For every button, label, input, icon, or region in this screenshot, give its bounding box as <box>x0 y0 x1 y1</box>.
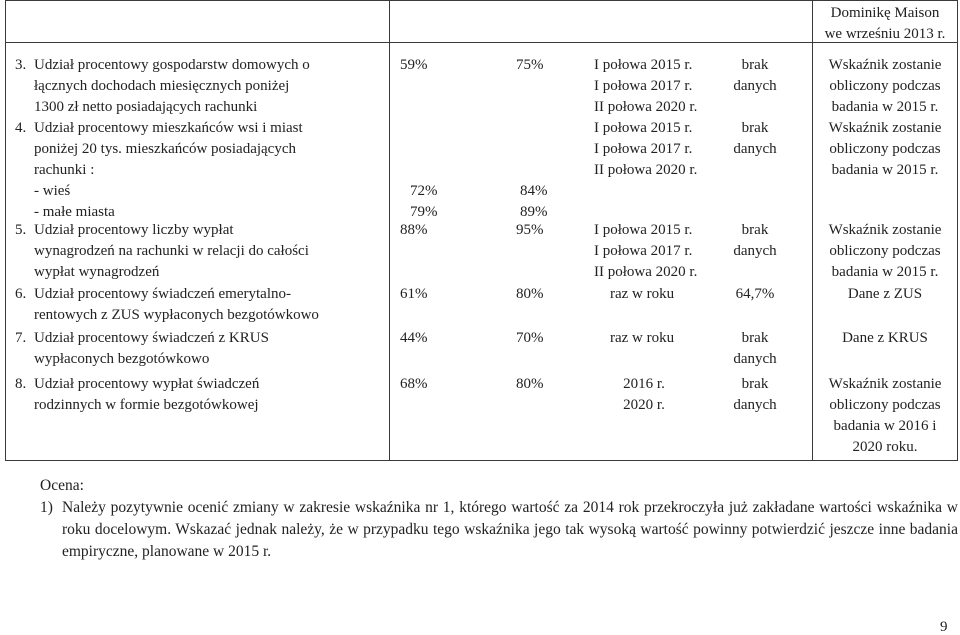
assessment-heading: Ocena: <box>40 477 84 494</box>
current-value: 64,7% <box>735 286 775 302</box>
baseline-value: 72% 79% <box>410 183 438 220</box>
target-value: 70% <box>516 330 544 346</box>
table-border-bottom <box>5 460 958 461</box>
measurement-periods: raz w roku <box>610 330 675 346</box>
baseline-value: 88% <box>400 222 428 238</box>
col-divider <box>389 0 390 461</box>
data-source: Wskaźnik zostanie obliczony podczas badania w 2015 r. <box>828 120 942 178</box>
assessment-item-label: 1) <box>40 499 53 516</box>
target-value: 80% <box>516 376 544 392</box>
measurement-periods: raz w roku <box>610 286 675 302</box>
baseline-value: 68% <box>400 376 428 392</box>
target-value: 95% <box>516 222 544 238</box>
col-divider <box>5 0 6 461</box>
assessment-item-text: Należy pozytywnie ocenić zmiany w zakresie wskaźnika nr 1, którego wartość za 2014 rok przekroczyła już zakładane wartości wskaźnika w roku docelowym. Wskazać jednak należy, że w przypadku tego wskaźnika jego tak wysoką wartość powinny potwierdzić jeszcze inne badania empiryczne, planowane w 2015 r. <box>62 499 958 560</box>
data-source: Wskaźnik zostanie obliczony podczas badania w 2015 r. <box>828 222 942 280</box>
indicators-table: Dominikę Maison we wrześniu 2013 r. 3. Udział procentowy gospodarstw domowych o łącznych dochodach miesięcznych poniżej 1300 zł netto posiadających rachunki 59% 75% I połowa 2015 r. I połowa 2017 r. II połowa 2020 r. brak danych Wskaźnik zostanie obliczony podczas badania w 2015 r. 4. Udział procentowy mieszkańców wsi i miast poniżej 20 tys. mieszkańców posiadających rachunki : - wieś - małe miasta 72% 79% 84% 89% I połowa 2015 r. I połowa 2017 r. II połowa 2020 r. brak danych Wskaźnik zostanie obliczony podczas badania w 2015 r. 5. Udział procentowy liczby wypłat wynagrodzeń na rachunki w relacji do całości wypłat wynagrodzeń 88% 95% I połowa 2015 r. I połowa 2017 r. II połowa 2020 r. brak danych Wskaźnik zostanie obliczony podczas badania w 2015 r. 6. Udział procentowy świadczeń emerytalno- rentowych z ZUS wypłaconych bezgotówkowo 61% 80% raz w roku 64,7% Dane z ZUS 7. Udział procentowy świadczeń z KRUS wypłaconych bezgotówkowo 44% 70% raz w roku brak danych Dane z KRUS 8. Udział procentowy wypłat świadczeń rodzinnych w formie bezgotówkowej 68% 80% 2016 r. 2020 r. brak danych Wskaźnik zostanie obliczony podczas badania w 2016 i 2020 roku. <box>0 0 960 462</box>
measurement-periods: I połowa 2015 r. I połowa 2017 r. II połowa 2020 r. <box>594 120 698 178</box>
current-value: brak danych <box>733 330 777 367</box>
indicator-description: Udział procentowy świadczeń emerytalno- rentowych z ZUS wypłaconych bezgotówkowo <box>34 286 319 323</box>
current-value: brak danych <box>733 120 777 157</box>
current-value: brak danych <box>733 376 777 413</box>
page-number: 9 <box>940 619 948 635</box>
data-source: Wskaźnik zostanie obliczony podczas badania w 2015 r. <box>828 57 942 115</box>
data-source: Dane z KRUS <box>842 330 928 346</box>
measurement-periods: I połowa 2015 r. I połowa 2017 r. II połowa 2020 r. <box>594 57 698 115</box>
indicator-description: Udział procentowy mieszkańców wsi i miast poniżej 20 tys. mieszkańców posiadających rachunki : - wieś - małe miasta <box>34 120 303 220</box>
measurement-periods: I połowa 2015 r. I połowa 2017 r. II połowa 2020 r. <box>594 222 698 280</box>
data-source: Dane z ZUS <box>847 286 923 302</box>
data-source: Wskaźnik zostanie obliczony podczas badania w 2016 i 2020 roku. <box>828 376 942 455</box>
assessment-item <box>40 497 958 563</box>
header-cell: Dominikę Maison we wrześniu 2013 r. <box>824 5 946 42</box>
indicator-description: Udział procentowy gospodarstw domowych o łącznych dochodach miesięcznych poniżej 1300 zł netto posiadających rachunki <box>34 57 310 115</box>
indicator-description: Udział procentowy świadczeń z KRUS wypłaconych bezgotówkowo <box>34 330 269 367</box>
baseline-value: 61% <box>400 286 428 302</box>
baseline-value: 44% <box>400 330 428 346</box>
target-value: 75% <box>516 57 544 73</box>
table-border-top <box>5 0 958 1</box>
indicator-description: Udział procentowy wypłat świadczeń rodzinnych w formie bezgotówkowej <box>34 376 260 413</box>
baseline-value: 59% <box>400 57 428 73</box>
measurement-periods: 2016 r. 2020 r. <box>623 376 665 413</box>
current-value: brak danych <box>733 222 777 259</box>
indicator-description: Udział procentowy liczby wypłat wynagrodzeń na rachunki w relacji do całości wypłat wynagrodzeń <box>34 222 309 280</box>
target-value: 84% 89% <box>520 183 548 220</box>
col-divider <box>957 0 958 461</box>
current-value: brak danych <box>733 57 777 94</box>
target-value: 80% <box>516 286 544 302</box>
